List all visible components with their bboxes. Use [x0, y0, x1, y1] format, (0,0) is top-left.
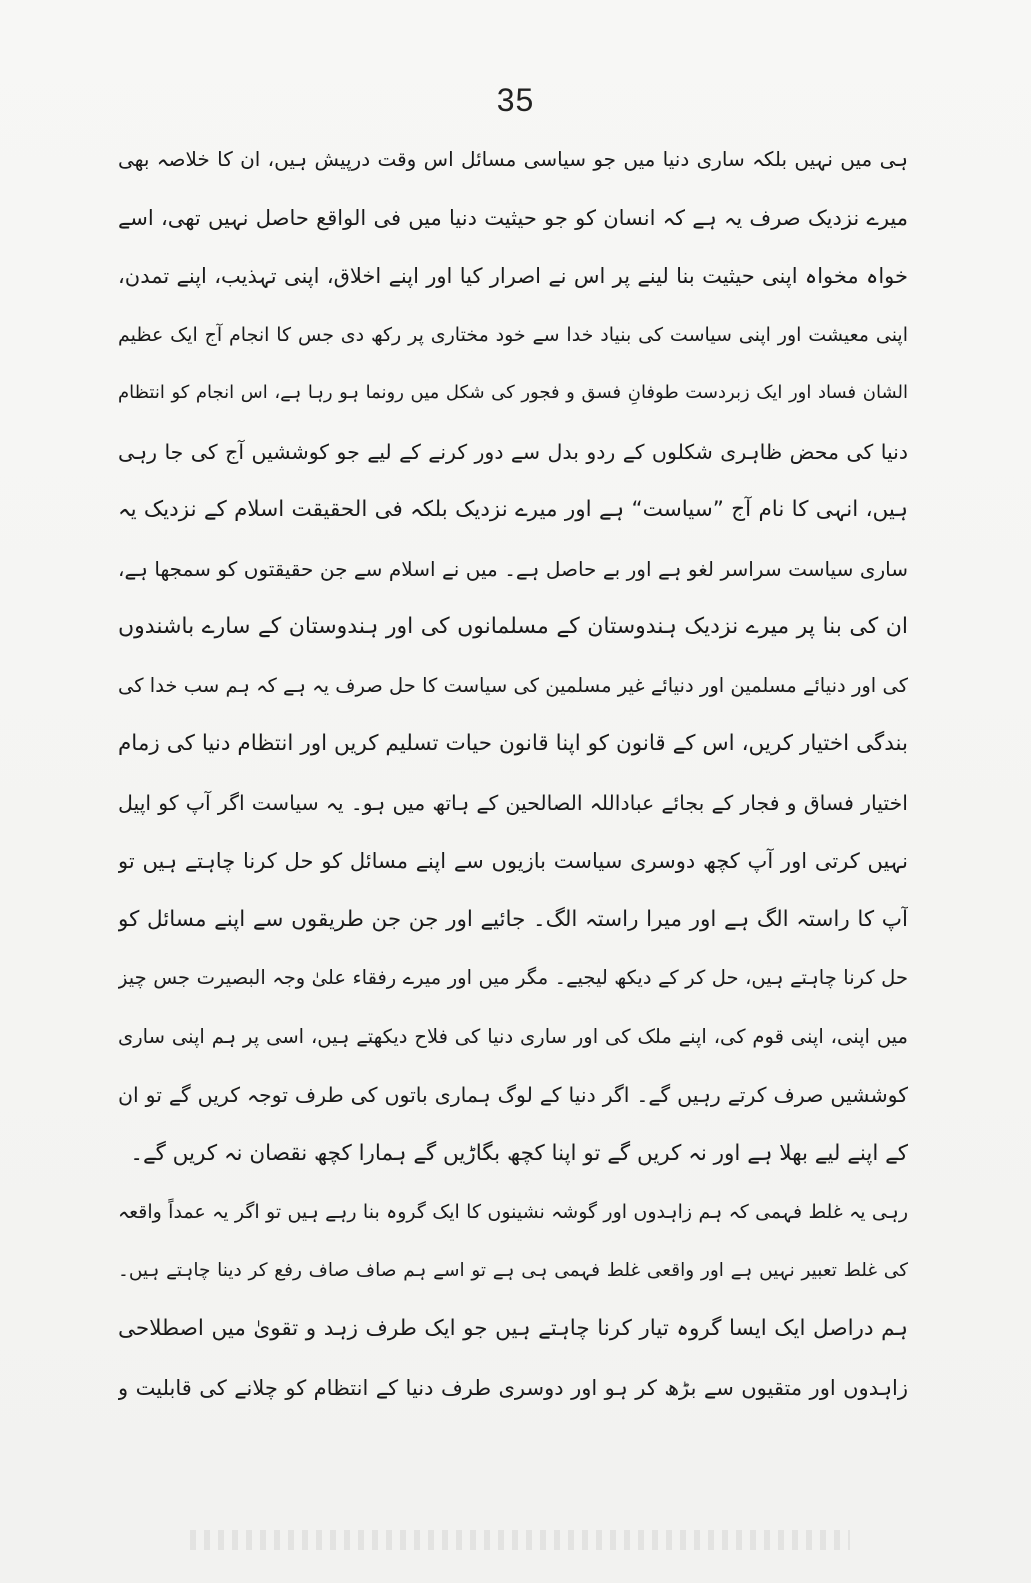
text-line-10: کی اور دنیائے مسلمین اور دنیائے غیر مسلمین کی سیاست کا حل صرف یہ ہے کہ ہم سب خدا کی — [118, 673, 908, 697]
text-line-18: کے اپنے لیے بھلا ہے اور نہ کریں گے تو اپنا کچھ بگاڑیں گے ہمارا کچھ نقصان نہ کریں گے۔ — [130, 1140, 908, 1166]
text-line-12: اختیار فساق و فجار کے بجائے عباداللہ الصالحین کے ہاتھ میں ہو۔ یہ سیاست اگر آپ کو اپیل — [118, 790, 908, 815]
text-line-13: نہیں کرتی اور آپ کچھ دوسری سیاست بازیوں سے اپنے مسائل کو حل کرنا چاہتے ہیں تو — [118, 849, 908, 873]
text-line-21: ہم دراصل ایک ایسا گروہ تیار کرنا چاہتے ہیں جو ایک طرف زہد و تقویٰ میں اصطلاحی — [118, 1316, 908, 1341]
text-line-20: کی غلط تعبیر نہیں ہے اور واقعی غلط فہمی ہی ہے تو اسے ہم صاف صاف رفع کر دینا چاہتے ہیں۔ — [118, 1259, 908, 1281]
page-number: 35 — [496, 82, 535, 118]
text-line-15: حل کرنا چاہتے ہیں، حل کر کے دیکھ لیجیے۔ مگر میں اور میرے رفقاء علیٰ وجہ البصیرت جس چیز — [118, 966, 908, 989]
text-line-16: میں اپنی، اپنی قوم کی، اپنے ملک کی اور ساری دنیا کی فلاح دیکھتے ہیں، اسی پر ہم اپنی ساری — [118, 1024, 908, 1048]
text-line-2: میرے نزدیک صرف یہ ہے کہ انسان کو جو حیثیت دنیا میں فی الواقع حاصل نہیں تھی، اسے — [118, 205, 908, 230]
text-line-22: زاہدوں اور متقیوں سے بڑھ کر ہو اور دوسری طرف دنیا کے انتظام کو چلانے کی قابلیت و — [118, 1375, 908, 1400]
text-line-4: اپنی معیشت اور اپنی سیاست کی بنیاد خدا سے خود مختاری پر رکھ دی جس کا انجام آج ایک عظیم — [118, 323, 908, 346]
text-line-14: آپ کا راستہ الگ ہے اور میرا راستہ الگ۔ جائیے اور جن جن طریقوں سے اپنے مسائل کو — [118, 906, 908, 932]
text-line-11: بندگی اختیار کریں، اس کے قانون کو اپنا قانون حیات تسلیم کریں اور انتظام دنیا کی زمام — [118, 731, 908, 756]
text-line-5: الشان فساد اور ایک زبردست طوفانِ فسق و فجور کی شکل میں رونما ہو رہا ہے، اس انجام کو انتظام — [118, 382, 908, 403]
text-line-7: ہیں، انہی کا نام آج ”سیاست“ ہے اور میرے نزدیک بلکہ فی الحقیقت اسلام کے نزدیک یہ — [118, 497, 908, 522]
text-line-8: ساری سیاست سراسر لغو ہے اور بے حاصل ہے۔ میں نے اسلام سے جن حقیقتوں کو سمجھا ہے، — [118, 556, 908, 581]
text-line-6: دنیا کی محض ظاہری شکلوں کے ردو بدل سے دور کرنے کے لیے جو کوششیں آج کی جا رہی — [118, 439, 908, 464]
show-through-texture — [190, 1530, 850, 1550]
text-line-3: خواہ مخواہ اپنی حیثیت بنا لینے پر اس نے اصرار کیا اور اپنے اخلاق، اپنی تہذیب، اپنے تمدن، — [118, 264, 908, 288]
body-text — [118, 130, 908, 1417]
text-line-9: ان کی بنا پر میرے نزدیک ہندوستان کے مسلمانوں کی اور ہندوستان کے سارے باشندوں — [118, 614, 908, 639]
text-line-19: رہی یہ غلط فہمی کہ ہم زاہدوں اور گوشہ نشینوں کا ایک گروہ بنا رہے ہیں تو اگر یہ عمداً واقعہ — [118, 1201, 908, 1223]
text-line-17: کوششیں صرف کرتے رہیں گے۔ اگر دنیا کے لوگ ہماری باتوں کی طرف توجہ کریں گے تو ان — [118, 1083, 908, 1107]
text-line-1: ہی میں نہیں بلکہ ساری دنیا میں جو سیاسی مسائل اس وقت درپیش ہیں، ان کا خلاصہ بھی — [118, 147, 908, 171]
